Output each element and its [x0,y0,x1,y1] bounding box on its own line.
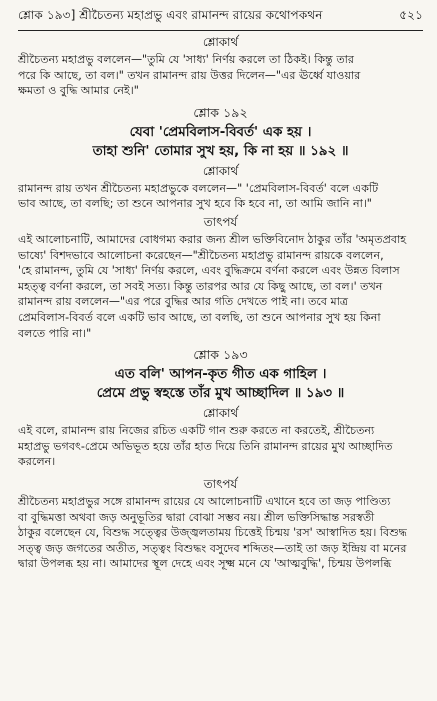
verse-line: প্রেমে প্রভু স্বহস্তে তাঁর মুখ আচ্ছাদিল ॥ ১৯৩ ॥ [96,386,345,402]
text-line: 'হে রামানন্দ, তুমি যে 'সাধ্য' নির্ণয় করলে, এবং বুদ্ধিক্রমে বর্ণনা করলে এবং উন্নত বিলাস [18,264,400,278]
purport-heading-1: তাৎপর্য [203,214,238,229]
text-line: ভাব আছে, তা বলছি; তা শুনে আপনার সুখ হবে কি হবে না, তা আমি জানি না।" [18,197,372,211]
text-line: রামানন্দ রায় তখন শ্রীচৈতন্য মহাপ্রভুকে বললেন—" 'প্রেমবিলাস-বিবর্ত' বলে একটি [18,181,379,195]
verse-title-192: শ্লোক ১৯২ [193,104,248,120]
translation-paragraph-2 [18,181,423,212]
text-line: শ্রীচৈতন্য মহাপ্রভুর সঙ্গে রামানন্দ রায়ের যে আলোচনাটি এখানে হবে তা জড় পাণ্ডিত্য [18,494,391,508]
translation-heading-2: শ্লোকার্থ [202,163,239,178]
text-line: মহাপ্রভু ভগবৎ-প্রেমে অভিভূত হয়ে তাঁর হাত দিয়ে তিনি রামানন্দ রায়ের মুখ আচ্ছাদিত [18,439,393,453]
translation-paragraph-3 [18,423,423,470]
text-line: ক্ষমতা ও বুদ্ধি আমার নেই।" [18,84,139,98]
page-number: ৫২১ [399,8,423,22]
text-line: ঠাকুর বলেছেন যে, বিশুদ্ধ সত্ত্বের উজ্জ্বলতাময় চিত্তেই চিন্ময় 'রস' আস্বাদিত হয়। বিশুদ্ধ [18,526,407,540]
translation-heading-3: শ্লোকার্থ [202,406,239,421]
purport-heading-2: তাৎপর্য [203,476,238,491]
text-line: রামানন্দ রায় বললেন—"এর পরে বুদ্ধির আর গতি দেখতে পাই না। তবে মাত্র [18,295,349,309]
text-line: বা বুদ্ধিমত্তা অথবা জড় অনুভূতির দ্বারা বোঝা সম্ভব নয়। শ্রীল ভক্তিসিদ্ধান্ত সরস্বতী [18,510,375,524]
text-line: প্রেমবিলাস-বিবর্ত বলে একটি ভাব আছে, তা বলছি, তা শুনে আপনার সুখ হয় কিনা [18,310,381,324]
text-line: দ্বারা উপলব্ধ হয় না। আমাদের স্থূল দেহে এবং সূক্ষ্ম মনে যে 'আত্মবুদ্ধি', চিন্ময় উপলব্ধি [18,557,392,571]
purport-paragraph-2 [18,494,423,572]
verse-192 [18,123,423,161]
purport-paragraph-1 [18,232,423,341]
header-chapter-title: শ্লোক ১৯৩] শ্রীচৈতন্য মহাপ্রভু এবং রামানন্দ রায়ের কথোপকথন [18,8,323,22]
running-header [18,0,423,30]
header-rule [18,30,423,31]
translation-heading-1: শ্লোকার্থ [202,35,239,49]
verse-line: যেবা 'প্রেমবিলাস-বিবর্ত' এক হয় । [129,124,312,140]
verse-line: এত বলি' আপন-কৃত গীত এক গাহিল । [114,367,327,383]
text-line: বলতে পারি না।" [18,326,92,340]
text-line: এই বলে, রামানন্দ রায় নিজের রচিত একটি গান শুরু করতে না করতেই, শ্রীচৈতন্য [18,424,375,438]
text-line: মহত্ত্ব বর্ণনা করলে, তা সবই সত্য। কিন্তু তারপর আর যে কিছু আছে, তা বল।' তখন [18,279,383,293]
text-line: করলেন। [18,455,56,469]
text-line: পরে কি আছে, তা বল।" তখন রামানন্দ রায় উত্তর দিলেন—"এর ঊর্ধ্বে যাওয়ার [18,68,361,82]
verse-line: তাহা শুনি' তোমার সুখ হয়, কি না হয় ॥ ১৯২ ॥ [92,143,349,159]
text-line: সত্ত্ব জড় জগতের অতীত, সত্ত্বং বিশুদ্ধং বসুদেব শব্দিতং—তাই তা জড় ইন্দ্রিয় বা মনের [18,541,407,555]
text-line: ভাষ্যে' বিশদভাবে আলোচনা করেছেন—"শ্রীচৈতন্য মহাপ্রভু রামানন্দ রায়কে বললেন, [18,248,384,262]
verse-193 [18,365,423,403]
translation-paragraph-1 [18,52,423,99]
text-line: শ্রীচৈতন্য মহাপ্রভু বললেন—"তুমি যে 'সাধ্য' নির্ণয় করলে তা ঠিকই। কিন্তু তার [18,53,354,66]
verse-title-193: শ্লোক ১৯৩ [193,347,248,363]
text-line: এই আলোচনাটি, আমাদের বোধগম্য করার জন্য শ্রীল ভক্তিবিনোদ ঠাকুর তাঁর 'অমৃতপ্রবাহ [18,232,407,246]
